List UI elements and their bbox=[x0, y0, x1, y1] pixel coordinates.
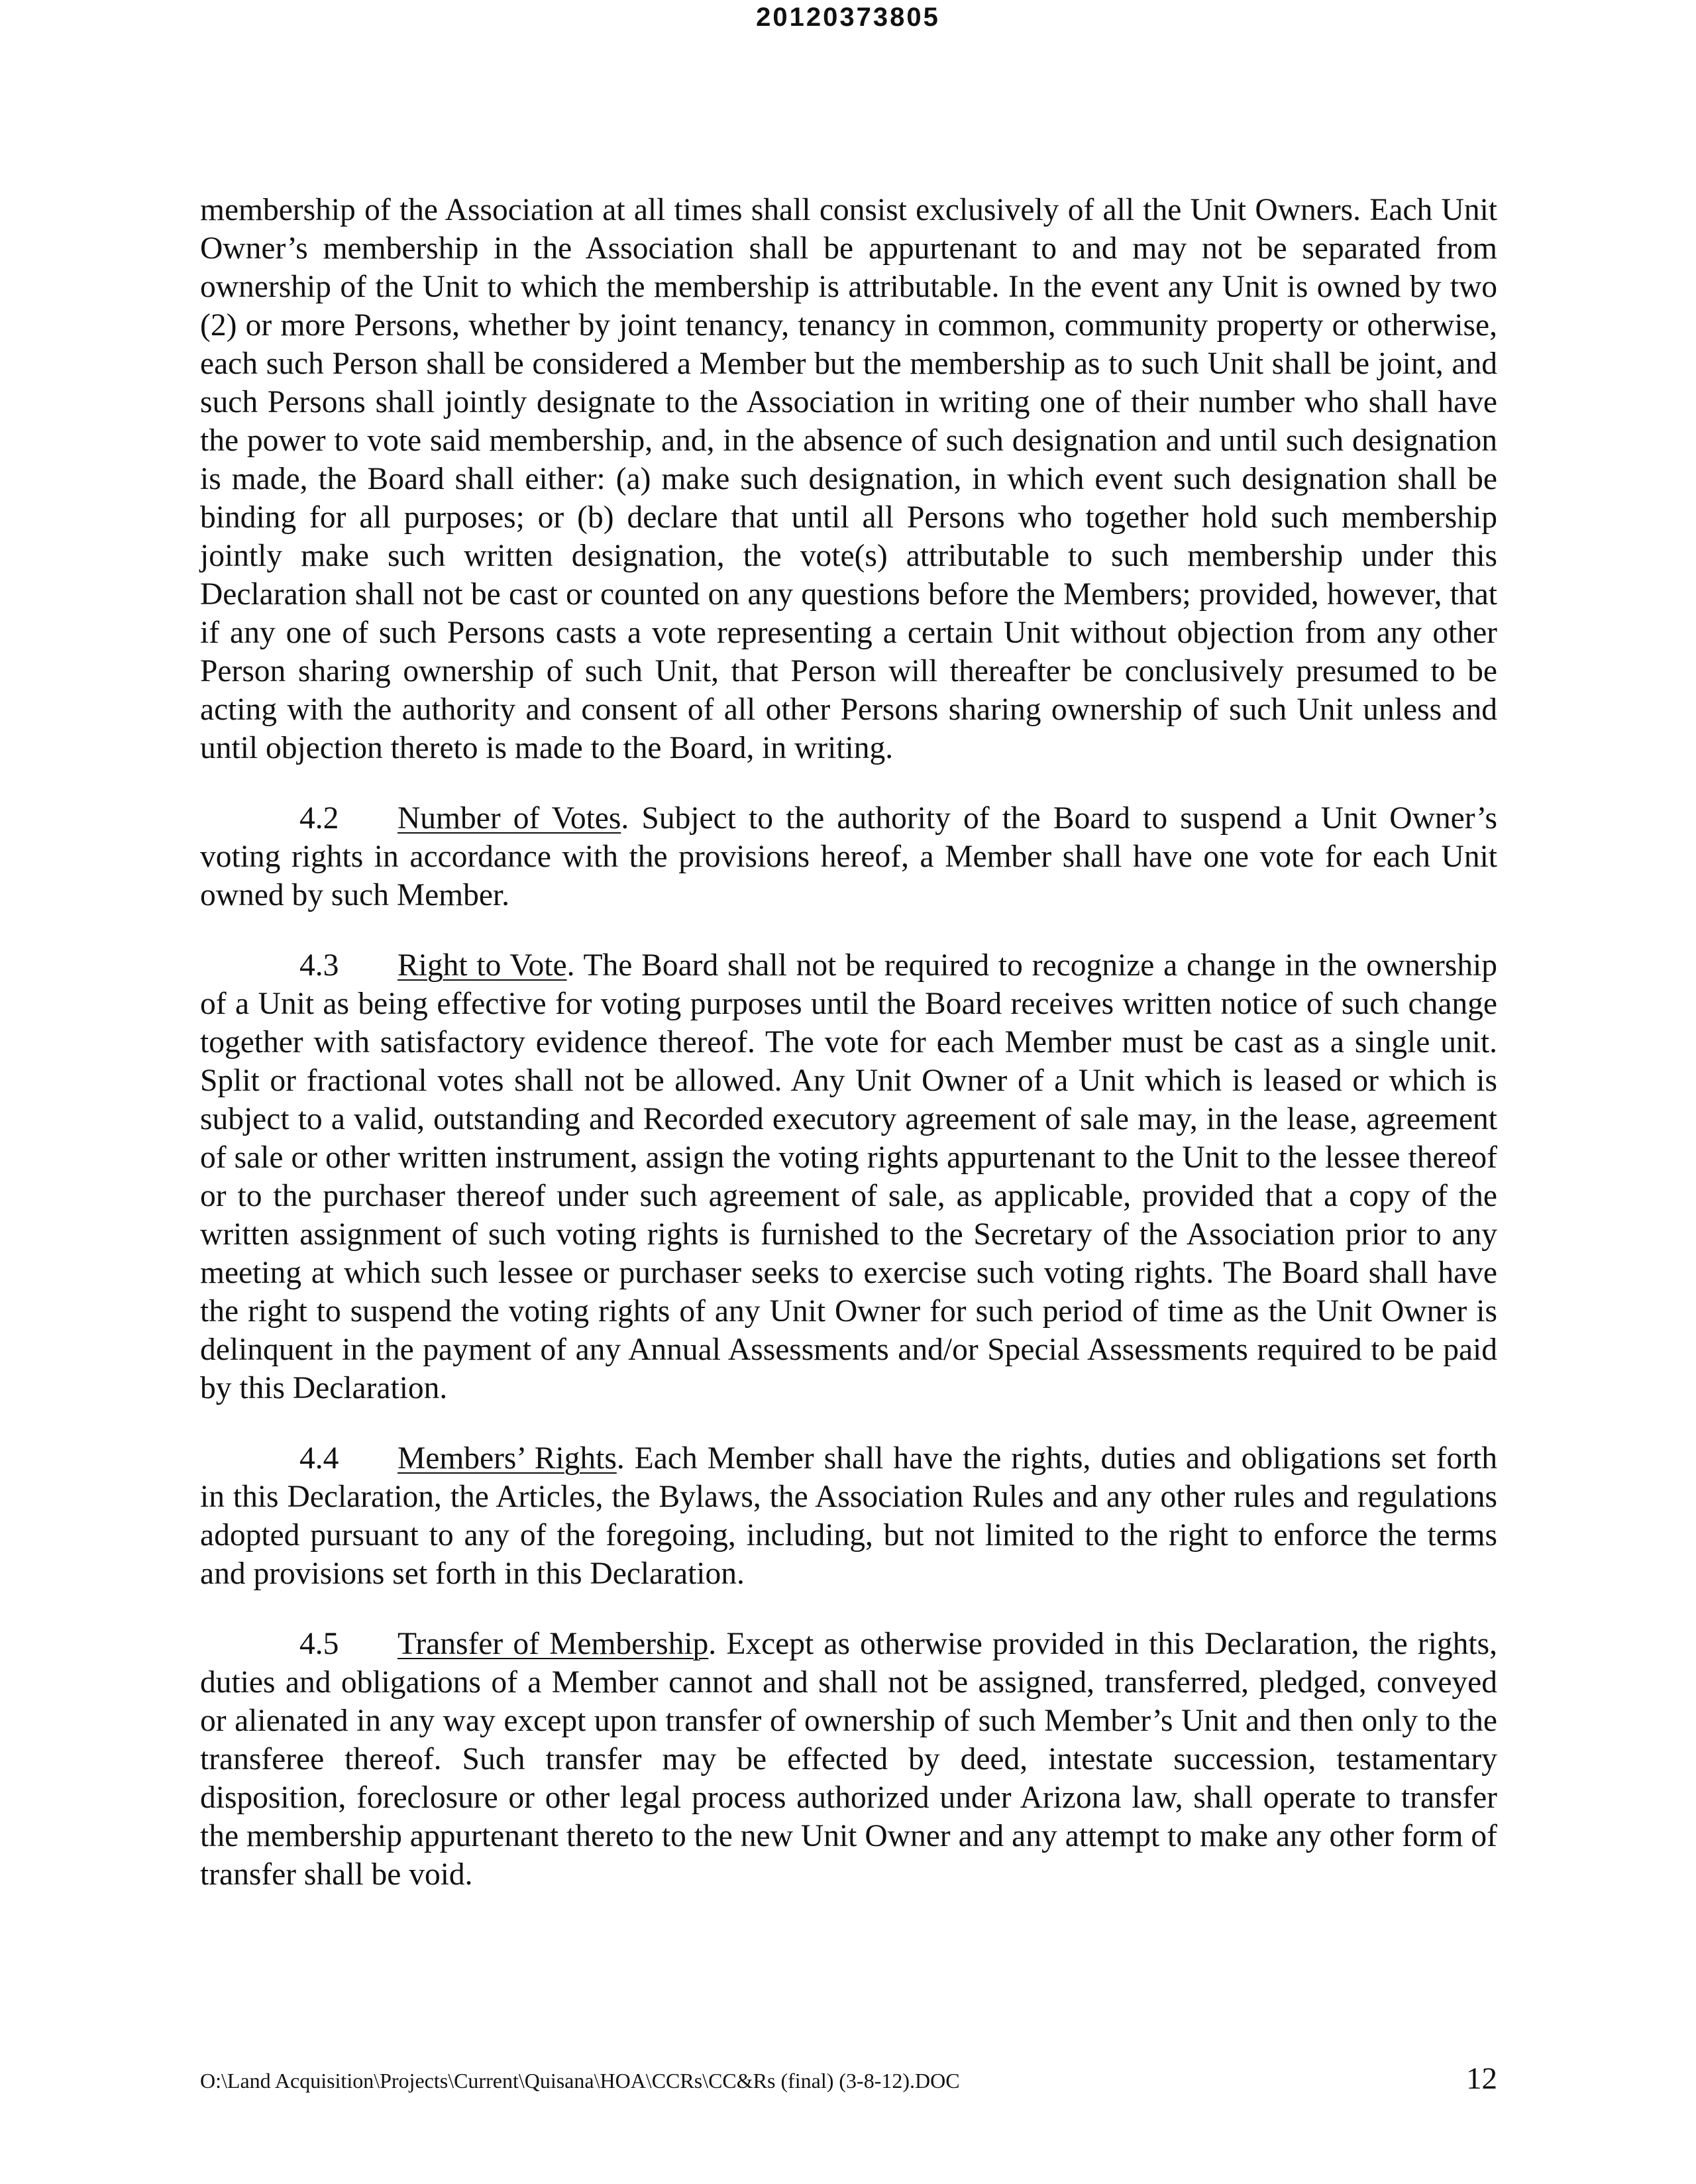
section-title: Number of Votes bbox=[398, 801, 621, 836]
section-text: . Subject to the authority of the Board to suspend a Unit Owner’s voting rights in accordance with the provisions hereof, a Member shall have one vote for each Unit owned by such Member. bbox=[200, 801, 1497, 912]
section-text: . Each Member shall have the rights, duties and obligations set forth in this Declaration, the Articles, the Bylaws, the Association Rules and any other rules and regulations adopted pursuant to any of the foregoing, including, but not limited to the right to enforce the terms and provisions set forth in this Declaration. bbox=[200, 1441, 1497, 1591]
section-4-3 bbox=[200, 946, 1497, 1407]
document-body bbox=[200, 191, 1497, 1926]
section-4-4 bbox=[200, 1439, 1497, 1593]
section-number: 4.5 bbox=[299, 1627, 339, 1661]
section-title: Members’ Rights bbox=[398, 1441, 617, 1476]
document-number: 20120373805 bbox=[756, 3, 940, 32]
section-text: . Except as otherwise provided in this Declaration, the rights, duties and obligations of a Member cannot and shall not be assigned, transferred, pledged, conveyed or alienated in any way except upon transfer of ownership of such Member’s Unit and then only to the transferee thereof. Such transfer may be effected by deed, intestate succession, testamentary disposition, foreclosure or other legal process authorized under Arizona law, shall operate to transfer the membership appurtenant thereto to the new Unit Owner and any attempt to make any other form of transfer shall be void. bbox=[200, 1627, 1497, 1892]
section-title: Transfer of Membership bbox=[398, 1627, 709, 1661]
section-4-2 bbox=[200, 799, 1497, 914]
section-number: 4.4 bbox=[299, 1441, 339, 1476]
intro-paragraph: membership of the Association at all times shall consist exclusively of all the Unit Owners. Each Unit Owner’s membership in the Association shall be appurtenant to and may not be separated from ownership of the Unit to which the membership is attributable. In the event any Unit is owned by two (2) or more Persons, whether by joint tenancy, tenancy in common, community property or otherwise, each such Person shall be considered a Member but the membership as to such Unit shall be joint, and such Persons shall jointly designate to the Association in writing one of their number who shall have the power to vote said membership, and, in the absence of such designation and until such designation is made, the Board shall either: (a) make such designation, in which event such designation shall be binding for all purposes; or (b) declare that until all Persons who together hold such membership jointly make such written designation, the vote(s) attributable to such membership under this Declaration shall not be cast or counted on any questions before the Members; provided, however, that if any one of such Persons casts a vote representing a certain Unit without objection from any other Person sharing ownership of such Unit, that Person will thereafter be conclusively presumed to be acting with the authority and consent of all other Persons sharing ownership of such Unit unless and until objection thereto is made to the Board, in writing. bbox=[200, 193, 1497, 765]
section-number: 4.2 bbox=[299, 801, 339, 836]
section-title: Right to Vote bbox=[398, 948, 567, 983]
section-number: 4.3 bbox=[299, 948, 339, 983]
section-text: . The Board shall not be required to recognize a change in the ownership of a Unit as being effective for voting purposes until the Board receives written notice of such change together with satisfactory evidence thereof. The vote for each Member must be cast as a single unit. Split or fractional votes shall not be allowed. Any Unit Owner of a Unit which is leased or which is subject to a valid, outstanding and Recorded executory agreement of sale may, in the lease, agreement of sale or other written instrument, assign the voting rights appurtenant to the Unit to the lessee thereof or to the purchaser thereof under such agreement of sale, as applicable, provided that a copy of the written assignment of such voting rights is furnished to the Secretary of the Association prior to any meeting at which such lessee or purchaser seeks to exercise such voting rights. The Board shall have the right to suspend the voting rights of any Unit Owner for such period of time as the Unit Owner is delinquent in the payment of any Annual Assessments and/or Special Assessments required to be paid by this Declaration. bbox=[200, 948, 1497, 1405]
page-number: 12 bbox=[1466, 2061, 1497, 2096]
section-4-5 bbox=[200, 1625, 1497, 1894]
footer-file-path: O:\Land Acquisition\Projects\Current\Quisana\HOA\CCRs\CC&Rs (final) (3-8-12).DOC bbox=[200, 2069, 960, 2093]
